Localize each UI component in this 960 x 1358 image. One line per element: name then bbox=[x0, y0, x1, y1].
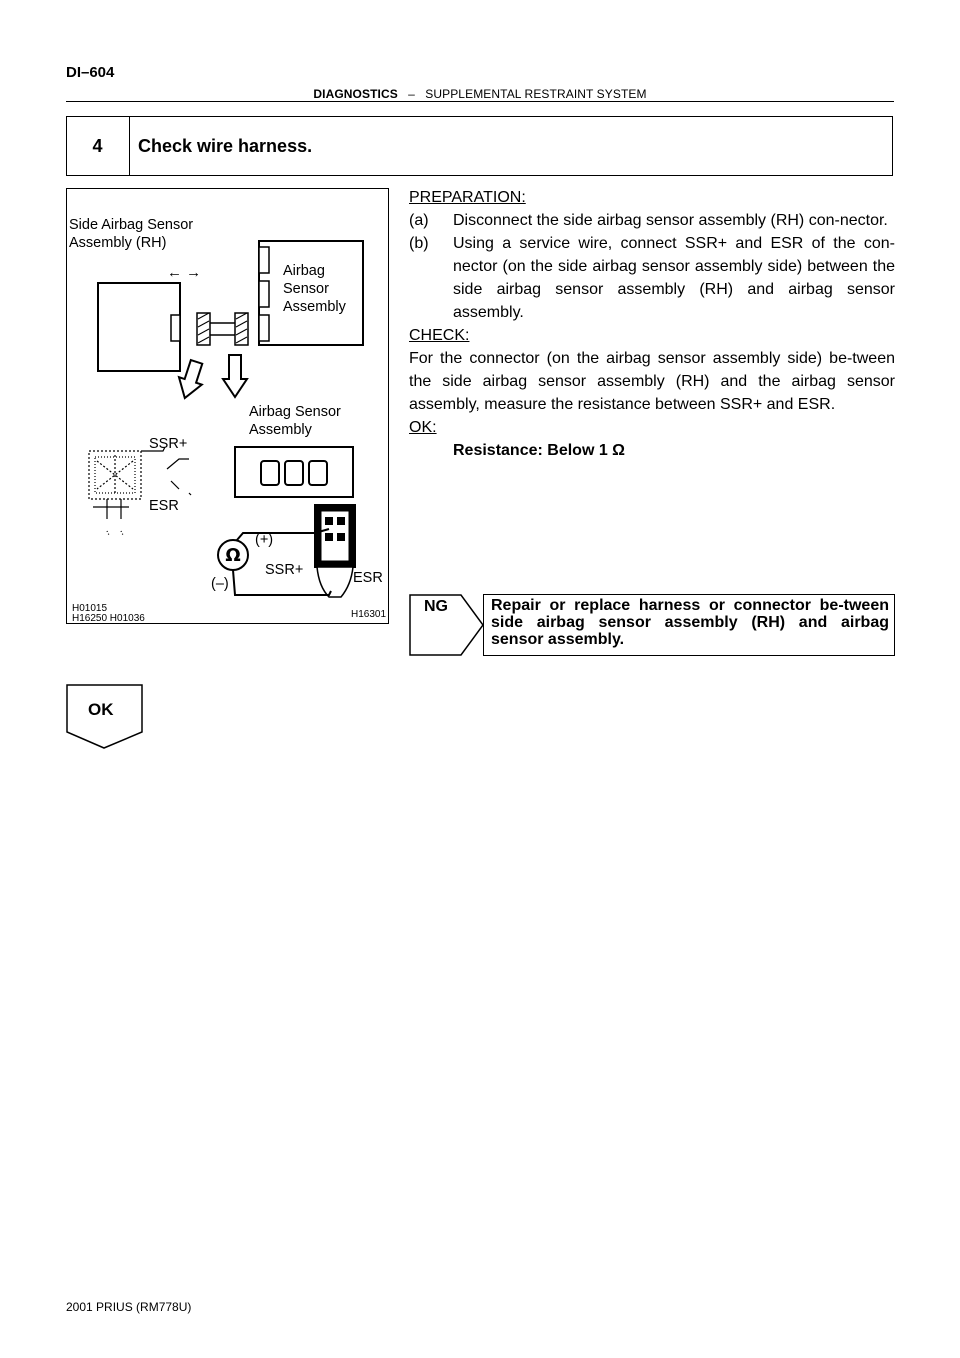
label-airbag-sensor-top: Airbag Sensor Assembly bbox=[283, 263, 346, 315]
ok-label: OK bbox=[88, 700, 114, 719]
step-number: 4 bbox=[66, 116, 130, 176]
step-title: Check wire harness. bbox=[138, 136, 313, 156]
side-sensor-connector bbox=[171, 315, 180, 341]
instructions bbox=[409, 186, 895, 462]
label-esr-right: ESR bbox=[353, 570, 383, 586]
figure-code-bottom-left: H16250 H01036 bbox=[72, 613, 145, 624]
arrow-down-right-icon bbox=[223, 355, 247, 397]
arrows-label: ← → bbox=[167, 264, 202, 281]
section-title: DIAGNOSTICS bbox=[313, 87, 398, 101]
label-airbag-sensor-mid: Airbag Sensor Assembly bbox=[249, 404, 341, 438]
label-side-airbag-sensor: Side Airbag Sensor Assembly (RH) bbox=[69, 217, 194, 251]
ng-label: NG bbox=[424, 598, 448, 615]
figure-code-h16301: H16301 bbox=[351, 609, 387, 620]
airbag-sensor-connector bbox=[235, 447, 353, 497]
preparation-item-b: (b) Using a service wire, connect SSR+ and ESR of the con-nector (on the side airbag sensor assembly side) between the side airbag sensor assembly (RH) and airbag sensor assembly. bbox=[409, 235, 895, 321]
ok-value: Resistance: Below 1 Ω bbox=[453, 442, 625, 459]
label-ssr-left: SSR+ bbox=[149, 436, 188, 452]
connector-plug-probes bbox=[315, 505, 355, 597]
ok-heading: OK: bbox=[409, 419, 437, 436]
svg-text:Ω: Ω bbox=[225, 545, 241, 566]
check-heading: CHECK: bbox=[409, 327, 470, 344]
arrow-down-left-icon bbox=[173, 358, 208, 402]
page-number: DI–604 bbox=[66, 64, 115, 81]
side-sensor-body bbox=[98, 283, 180, 371]
preparation-heading: PREPARATION: bbox=[409, 189, 526, 206]
label-esr-left: ESR bbox=[149, 498, 179, 514]
header-rule bbox=[66, 101, 894, 102]
preparation-item-a: (a) Disconnect the side airbag sensor assembly (RH) con-nector. bbox=[409, 212, 888, 229]
header-separator: – bbox=[408, 87, 415, 101]
side-sensor-connector-detail bbox=[89, 447, 191, 535]
footer-model: 2001 PRIUS (RM778U) bbox=[66, 1300, 192, 1314]
wiring-figure bbox=[66, 188, 389, 624]
subsection-title: SUPPLEMENTAL RESTRAINT SYSTEM bbox=[425, 87, 647, 101]
label-minus: (–) bbox=[211, 576, 229, 592]
label-plus: (+) bbox=[255, 532, 274, 548]
check-text: For the connector (on the airbag sensor assembly side) be-tween the side airbag sensor assembly (RH) and the airbag sensor assembly, measure the resistance between SSR+ and ESR. bbox=[409, 350, 895, 413]
label-ssr-right: SSR+ bbox=[265, 562, 304, 578]
figure-code-h01015: H01015 bbox=[72, 603, 108, 614]
ng-result-text: Repair or replace harness or connector be-tween side airbag sensor assembly (RH) and airbag sensor assembly. bbox=[491, 597, 889, 648]
page-header bbox=[0, 87, 960, 101]
